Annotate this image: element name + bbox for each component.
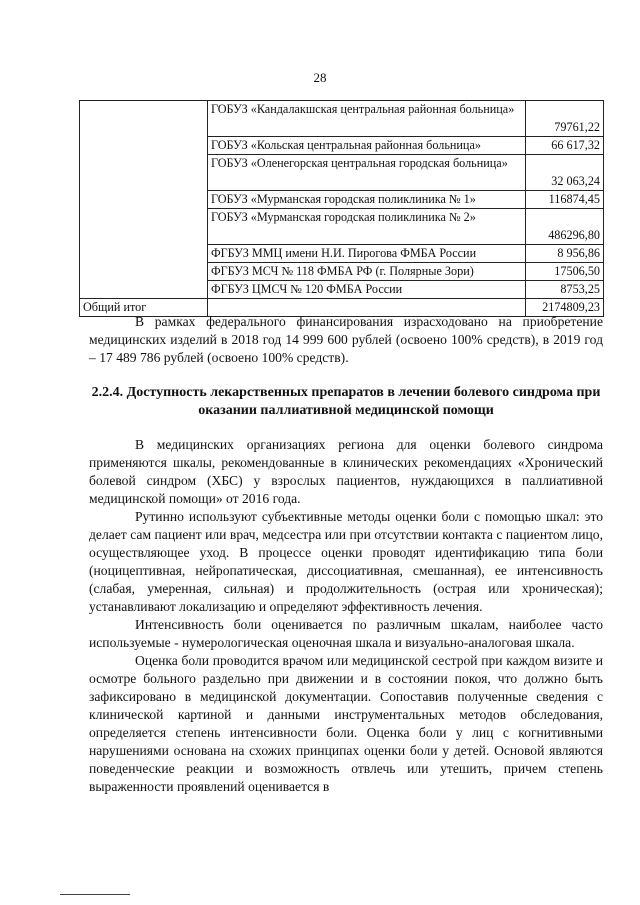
body-text: [89, 436, 603, 796]
org-cell: ГОБУЗ «Мурманская городская поликлиника № 1»: [208, 191, 526, 209]
table-blank-cell: [80, 101, 208, 299]
org-cell: ФГБУЗ ЦМСЧ № 120 ФМБА России: [208, 281, 526, 299]
amount-cell: 116874,45: [526, 191, 604, 209]
paragraph: Рутинно используют субъективные методы оценки боли с помощью шкал: это делает сам пациент или врач, медсестра или при отсутствии контакта с пациентом лицо, осуществляющее уход. В процессе оценки проводят идентификацию типа боли (ноцицептивная, нейропатическая, диссоциативная, смешанная), ее интенсивность (слабая, умеренная, сильная) и продолжительность (острая или хроническая); устанавливают локализацию и определяют эффективность лечения.: [89, 509, 603, 614]
amount-cell: 17506,50: [526, 263, 604, 281]
org-cell: ГОБУЗ «Кольская центральная районная больница»: [208, 137, 526, 155]
paragraph: В медицинских организациях региона для оценки болевого синдрома применяются шкалы, рекомендованные в клинических рекомендациях «Хронический болевой синдром (ХБС) у взрослых пациентов, нуждающихся в паллиативной медицинской помощи» от 2016 года.: [89, 437, 603, 506]
org-cell: ГОБУЗ «Мурманская городская поликлиника № 2»: [208, 209, 526, 245]
total-amount: 2174809,23: [526, 299, 604, 317]
org-cell: ФГБУЗ МСЧ № 118 ФМБА РФ (г. Полярные Зори): [208, 263, 526, 281]
amount-cell: 8753,25: [526, 281, 604, 299]
funding-paragraph-block: [89, 313, 603, 367]
total-label: Общий итог: [80, 299, 208, 317]
amount-cell: 32 063,24: [526, 155, 604, 191]
paragraph: В рамках федерального финансирования израсходовано на приобретение медицинских изделий в 2018 год 14 999 600 рублей (освоено 100% средств), в 2019 год – 17 489 786 рублей (освоено 100% средств).: [89, 314, 603, 365]
org-cell: ФГБУЗ ММЦ имени Н.И. Пирогова ФМБА России: [208, 245, 526, 263]
paragraph: Интенсивность боли оценивается по различным шкалам, наиболее часто используемые - нумерологическая оценочная шкала и визуально-аналоговая шкала.: [89, 617, 603, 650]
page-number: 28: [313, 70, 327, 85]
funding-table: [79, 100, 604, 317]
amount-cell: 66 617,32: [526, 137, 604, 155]
footer-divider: [60, 894, 130, 895]
amount-cell: 8 956,86: [526, 245, 604, 263]
paragraph: Оценка боли проводится врачом или медицинской сестрой при каждом визите и осмотре больного раздельно при движении и в состоянии покоя, что должно быть зафиксировано в медицинской документации. Сопоставив полученные сведения с клинической картиной и данными инструментальных методов обследования, определяется степень интенсивности боли. Оценка боли у лиц с когнитивными нарушениями основана на схожих принципах оценки боли у детей. Основой являются поведенческие реакции и возможность отвлечь или утешить, причем степень выраженности проявлений оценивается в: [89, 653, 603, 794]
org-cell: ГОБУЗ «Кандалакшская центральная районная больница»: [208, 101, 526, 137]
amount-cell: 486296,80: [526, 209, 604, 245]
table-row: [80, 101, 604, 137]
org-cell: ГОБУЗ «Оленегорская центральная городская больница»: [208, 155, 526, 191]
section-heading: 2.2.4. Доступность лекарственных препаратов в лечении болевого синдрома при оказании паллиативной медицинской помощи: [91, 385, 601, 418]
amount-cell: 79761,22: [526, 101, 604, 137]
